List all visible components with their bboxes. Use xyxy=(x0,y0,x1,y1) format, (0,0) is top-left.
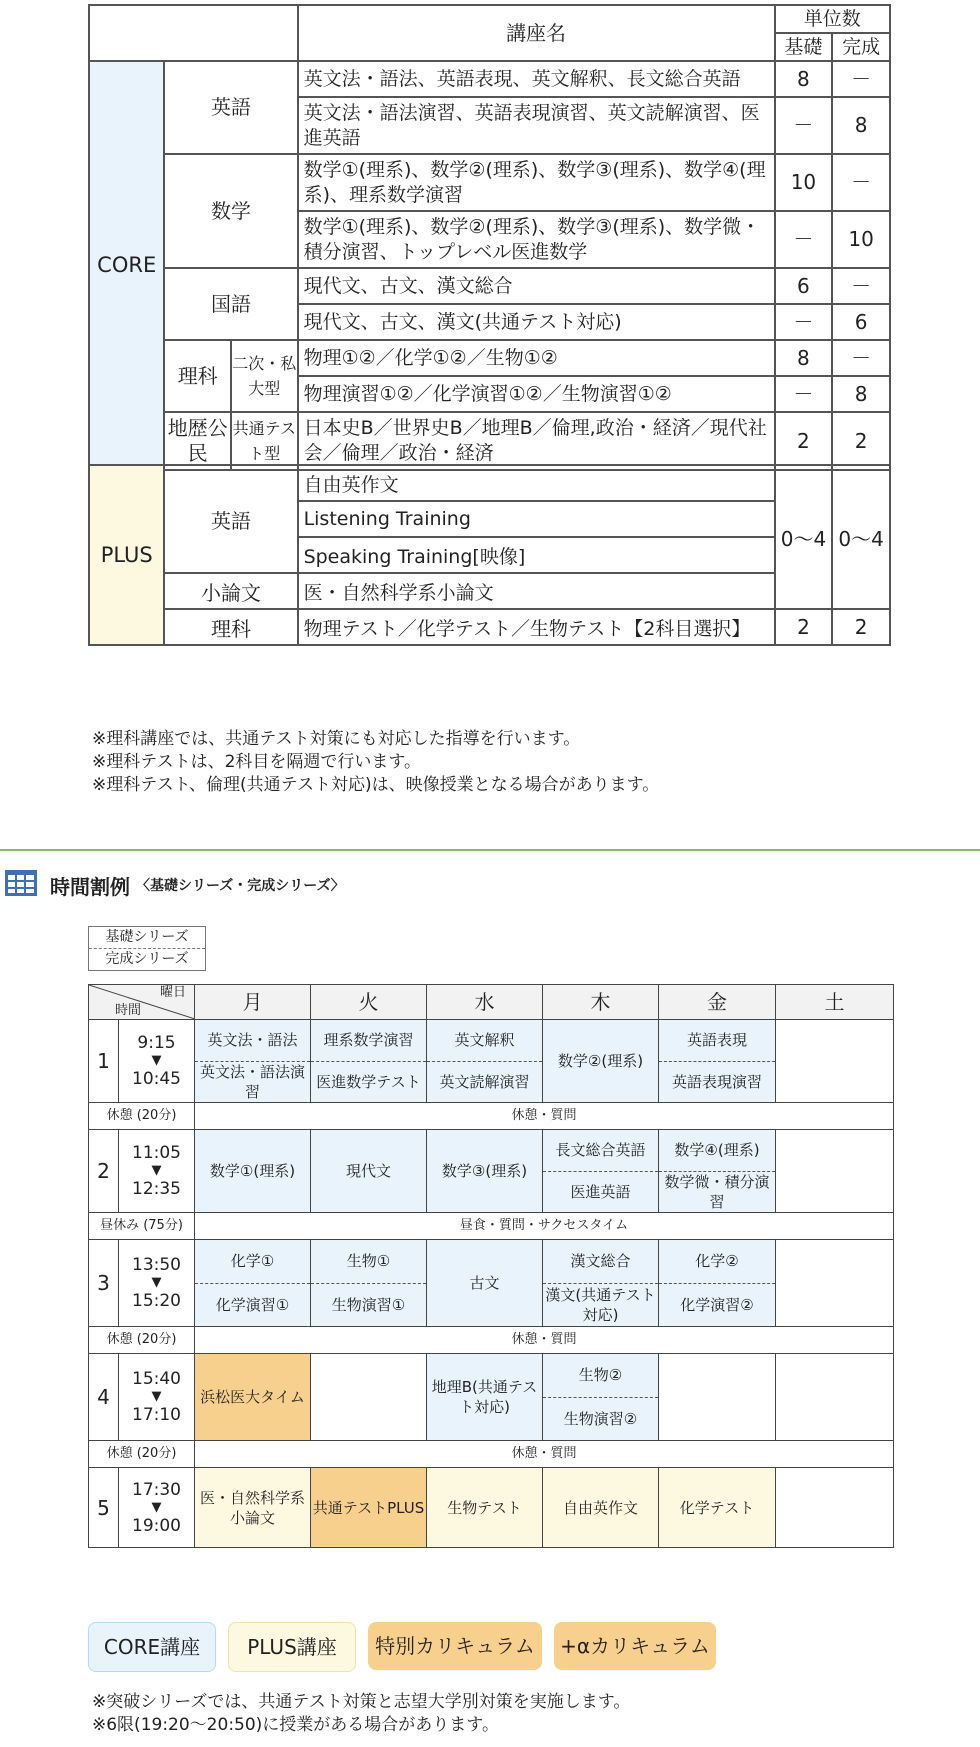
period-row xyxy=(89,1468,894,1548)
subject-science-plus: 理科 xyxy=(164,609,297,645)
break-row xyxy=(89,1441,894,1468)
footer-notes xyxy=(92,1691,630,1737)
note-line: ※理科テスト、倫理(共通テスト対応)は、映像授業となる場合があります。 xyxy=(92,775,660,795)
series-complete: 完成シリーズ xyxy=(105,951,189,967)
units-basic: 2 xyxy=(775,609,833,645)
class-cell xyxy=(776,1130,894,1213)
period-time xyxy=(119,1354,195,1441)
period-number: 2 xyxy=(89,1130,119,1213)
subject-japanese: 国語 xyxy=(164,268,297,340)
class-cell: 共通テストPLUS xyxy=(311,1468,427,1548)
basic-series-class: 英文法・語法 xyxy=(195,1020,310,1062)
period-row xyxy=(89,1240,894,1327)
units-complete: － xyxy=(832,154,890,211)
period-number: 5 xyxy=(89,1468,119,1548)
legend-plus: PLUS講座 xyxy=(228,1622,356,1672)
header-course-name: 講座名 xyxy=(298,5,775,61)
day-header: 土 xyxy=(776,985,894,1020)
class-cell: 地理B(共通テスト対応) xyxy=(427,1354,543,1441)
category-legend xyxy=(88,1622,716,1672)
units-complete: 8 xyxy=(832,97,890,154)
class-cell: 浜松医大タイム xyxy=(195,1354,311,1441)
timetable-subtitle: 〈基礎シリーズ・完成シリーズ〉 xyxy=(136,878,345,894)
course-cell: Speaking Training[映像] xyxy=(298,537,775,573)
course-cell: 物理①②／化学①②／生物①② xyxy=(298,340,775,376)
course-cell: 英文法・語法演習、英語表現演習、英文読解演習、医進英語 xyxy=(298,97,775,154)
break-content: 休憩・質問 xyxy=(195,1441,894,1468)
subsubject-common-test: 共通テスト型 xyxy=(231,412,298,470)
units-basic: － xyxy=(775,211,833,268)
units-complete: 2 xyxy=(832,412,890,470)
complete-series-class: 英文読解演習 xyxy=(439,1072,530,1091)
units-basic: 6 xyxy=(775,268,833,304)
header-units: 単位数 xyxy=(775,5,890,33)
start-time: 11:05 xyxy=(132,1143,181,1163)
course-cell: 物理演習①②／化学演習①②／生物演習①② xyxy=(298,376,775,412)
complete-series-class: 医進数学テスト xyxy=(316,1072,421,1091)
class-cell xyxy=(311,1020,427,1103)
group-core: CORE xyxy=(89,61,164,470)
class-cell xyxy=(659,1354,776,1441)
break-content: 休憩・質問 xyxy=(195,1103,894,1130)
units-complete: 8 xyxy=(832,376,890,412)
basic-series-class: 漢文総合 xyxy=(543,1240,658,1284)
class-cell xyxy=(776,1020,894,1103)
subject-history-civics: 地歴公民 xyxy=(164,412,231,470)
corner-cell xyxy=(89,985,195,1020)
units-basic: 8 xyxy=(775,61,833,97)
subject-math: 数学 xyxy=(164,154,297,268)
timetable xyxy=(88,984,894,1548)
arrow-down-icon: ▼ xyxy=(151,1499,162,1515)
end-time: 17:10 xyxy=(132,1405,181,1425)
end-time: 10:45 xyxy=(132,1069,181,1089)
units-basic: － xyxy=(775,304,833,340)
break-row xyxy=(89,1327,894,1354)
day-header: 木 xyxy=(543,985,659,1020)
class-cell xyxy=(195,1020,311,1103)
legend-special: 特別カリキュラム xyxy=(368,1622,542,1670)
class-cell: 数学③(理系) xyxy=(427,1130,543,1213)
footer-note: ※6限(19:20〜20:50)に授業がある場合があります。 xyxy=(92,1715,499,1735)
units-basic: － xyxy=(775,376,833,412)
class-cell xyxy=(776,1354,894,1441)
units-complete: － xyxy=(832,61,890,97)
basic-series-class: 英語表現 xyxy=(659,1020,775,1062)
complete-series-class: 英文法・語法演習 xyxy=(199,1062,305,1101)
subject-science: 理科 xyxy=(164,340,231,412)
class-cell xyxy=(311,1354,427,1441)
units-complete: 0〜4 xyxy=(832,465,890,609)
header-complete: 完成 xyxy=(832,33,890,61)
start-time: 17:30 xyxy=(132,1479,181,1500)
complete-series-class: 生物演習② xyxy=(563,1409,638,1428)
class-cell: 医・自然科学系小論文 xyxy=(195,1468,311,1548)
period-number: 3 xyxy=(89,1240,119,1327)
header-basic: 基礎 xyxy=(775,33,833,61)
end-time: 12:35 xyxy=(132,1179,181,1199)
note-line: ※理科テストは、2科目を隔週で行います。 xyxy=(92,752,422,772)
complete-series-class: 医進英語 xyxy=(570,1182,631,1201)
class-cell xyxy=(543,1130,659,1213)
legend-core: CORE講座 xyxy=(88,1622,216,1672)
start-time: 15:40 xyxy=(132,1369,181,1389)
basic-series-class: 化学② xyxy=(659,1240,775,1284)
timetable-heading xyxy=(4,868,345,902)
class-cell xyxy=(776,1240,894,1327)
break-row xyxy=(89,1103,894,1130)
start-time: 13:50 xyxy=(132,1255,181,1275)
complete-series-class: 化学演習① xyxy=(215,1295,290,1314)
course-cell: 現代文、古文、漢文総合 xyxy=(298,268,775,304)
complete-series-class: 漢文(共通テスト対応) xyxy=(545,1285,656,1324)
units-complete: 6 xyxy=(832,304,890,340)
plus-section-table xyxy=(88,464,891,646)
course-notes xyxy=(92,728,659,797)
course-cell: 数学①(理系)、数学②(理系)、数学③(理系)、数学微・積分演習、トップレベル医進数学 xyxy=(298,211,775,268)
series-basic: 基礎シリーズ xyxy=(89,927,205,949)
units-basic: 0〜4 xyxy=(775,465,833,609)
class-cell xyxy=(543,1354,659,1441)
basic-series-class: 生物① xyxy=(311,1240,426,1284)
break-label: 休憩 (20分) xyxy=(89,1327,195,1354)
complete-series-class: 化学演習② xyxy=(680,1295,754,1314)
complete-series-class: 数学微・積分演習 xyxy=(664,1172,770,1211)
subject-english: 英語 xyxy=(164,61,297,154)
day-header: 火 xyxy=(311,985,427,1020)
class-cell xyxy=(195,1240,311,1327)
period-row xyxy=(89,1020,894,1103)
class-cell: 現代文 xyxy=(311,1130,427,1213)
class-cell xyxy=(659,1130,776,1213)
class-cell: 古文 xyxy=(427,1240,543,1327)
corner-time-label: 時間 xyxy=(115,1003,142,1018)
period-time xyxy=(119,1130,195,1213)
period-time xyxy=(119,1468,195,1548)
course-cell: 数学①(理系)、数学②(理系)、数学③(理系)、数学④(理系)、理系数学演習 xyxy=(298,154,775,211)
section-divider xyxy=(0,849,980,851)
period-number: 1 xyxy=(89,1020,119,1103)
units-complete: － xyxy=(832,340,890,376)
series-legend xyxy=(88,926,206,971)
day-header: 月 xyxy=(195,985,311,1020)
corner-day-label: 曜日 xyxy=(159,985,186,1000)
subject-english-plus: 英語 xyxy=(164,465,297,573)
break-label: 昼休み (75分) xyxy=(89,1213,195,1240)
class-cell: 自由英作文 xyxy=(543,1468,659,1548)
end-time: 15:20 xyxy=(132,1291,181,1311)
basic-series-class: 英文解釈 xyxy=(427,1020,542,1062)
class-cell xyxy=(776,1468,894,1548)
class-cell xyxy=(659,1020,776,1103)
break-label: 休憩 (20分) xyxy=(89,1103,195,1130)
course-cell: 日本史B／世界史B／地理B／倫理,政治・経済／現代社会／倫理／政治・経済 xyxy=(298,412,775,470)
period-number: 4 xyxy=(89,1354,119,1441)
break-content: 昼食・質問・サクセスタイム xyxy=(195,1213,894,1240)
day-header: 水 xyxy=(427,985,543,1020)
units-basic: 8 xyxy=(775,340,833,376)
class-cell: 化学テスト xyxy=(659,1468,776,1548)
header-blank xyxy=(89,5,298,61)
basic-series-class: 理系数学演習 xyxy=(311,1020,426,1062)
subsubject-secondary: 二次・私大型 xyxy=(231,340,298,412)
class-cell xyxy=(311,1240,427,1327)
basic-series-class: 生物② xyxy=(543,1354,658,1398)
period-row xyxy=(89,1354,894,1441)
break-content: 休憩・質問 xyxy=(195,1327,894,1354)
arrow-down-icon: ▼ xyxy=(151,1163,162,1178)
timetable-title: 時間割例 xyxy=(50,874,130,899)
group-plus: PLUS xyxy=(89,465,164,645)
course-cell: Listening Training xyxy=(298,501,775,537)
units-basic: 2 xyxy=(775,412,833,470)
note-line: ※理科講座では、共通テスト対策にも対応した指導を行います。 xyxy=(92,729,581,749)
basic-series-class: 長文総合英語 xyxy=(543,1130,658,1172)
units-complete: 2 xyxy=(832,609,890,645)
course-cell: 自由英作文 xyxy=(298,465,775,501)
start-time: 9:15 xyxy=(137,1033,176,1053)
calendar-grid-icon xyxy=(4,869,38,901)
period-time xyxy=(119,1240,195,1327)
arrow-down-icon: ▼ xyxy=(151,1389,162,1404)
class-cell xyxy=(543,1240,659,1327)
class-cell xyxy=(427,1020,543,1103)
basic-series-class: 化学① xyxy=(195,1240,310,1284)
class-cell: 生物テスト xyxy=(427,1468,543,1548)
arrow-down-icon: ▼ xyxy=(151,1275,162,1290)
course-cell: 医・自然科学系小論文 xyxy=(298,573,775,609)
course-cell: 英文法・語法、英語表現、英文解釈、長文総合英語 xyxy=(298,61,775,97)
arrow-down-icon: ▼ xyxy=(151,1053,162,1068)
units-complete: 10 xyxy=(832,211,890,268)
period-row xyxy=(89,1130,894,1213)
class-cell xyxy=(659,1240,776,1327)
class-cell: 数学②(理系) xyxy=(543,1020,659,1103)
course-cell: 現代文、古文、漢文(共通テスト対応) xyxy=(298,304,775,340)
basic-series-class: 数学④(理系) xyxy=(659,1130,775,1172)
units-basic: 10 xyxy=(775,154,833,211)
day-header: 金 xyxy=(659,985,776,1020)
break-row xyxy=(89,1213,894,1240)
class-cell: 数学①(理系) xyxy=(195,1130,311,1213)
course-table xyxy=(88,4,891,471)
units-complete: － xyxy=(832,268,890,304)
legend-alpha: +αカリキュラム xyxy=(554,1622,716,1670)
subject-essay: 小論文 xyxy=(164,573,297,609)
complete-series-class: 生物演習① xyxy=(331,1295,406,1314)
complete-series-class: 英語表現演習 xyxy=(671,1072,762,1091)
footer-note: ※突破シリーズでは、共通テスト対策と志望大学別対策を実施します。 xyxy=(92,1692,631,1712)
end-time: 19:00 xyxy=(132,1515,181,1536)
period-time xyxy=(119,1020,195,1103)
break-label: 休憩 (20分) xyxy=(89,1441,195,1468)
units-basic: － xyxy=(775,97,833,154)
course-cell: 物理テスト／化学テスト／生物テスト【2科目選択】 xyxy=(298,609,775,645)
